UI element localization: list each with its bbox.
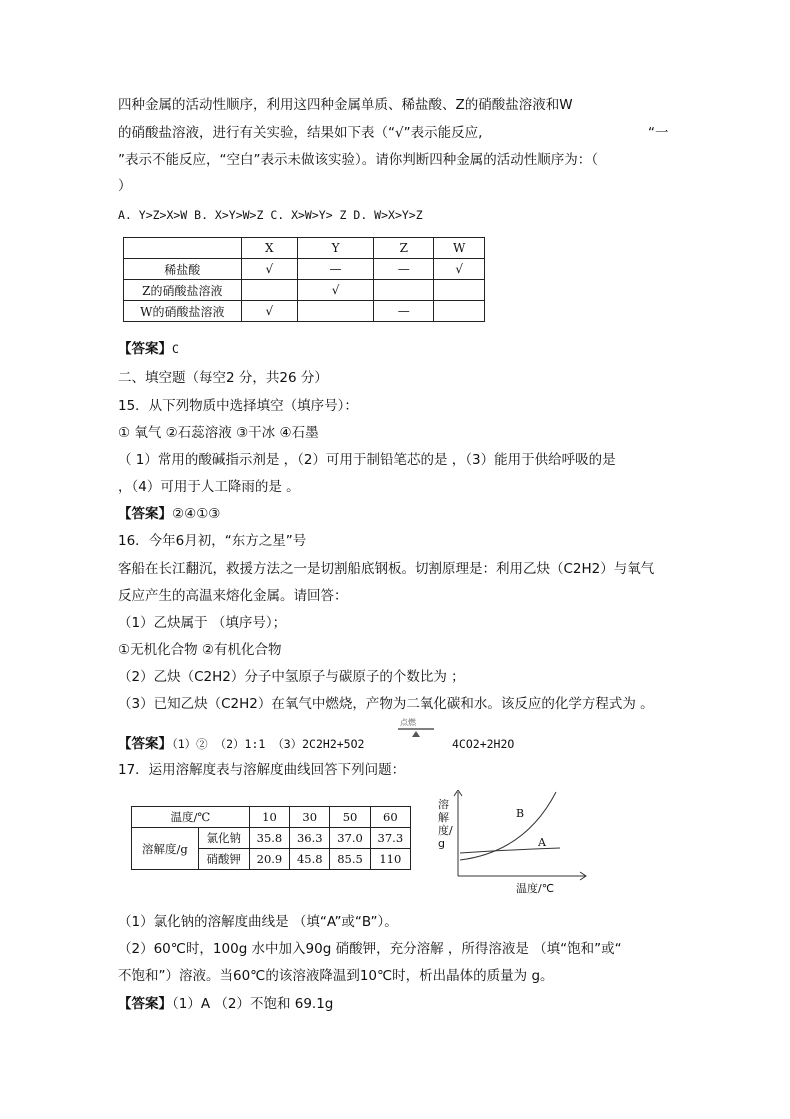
y-axis-label: 溶解度/g (438, 798, 453, 850)
table-cell: Z (374, 238, 434, 259)
curve-b-label: B (516, 807, 525, 820)
table-cell: Z的硝酸盐溶液 (124, 280, 242, 301)
table-cell: Y (297, 238, 373, 259)
q16-line6: （2）乙炔（C2H2）分子中氢原子与碳原子的个数比为 ； (118, 669, 465, 685)
table-cell (241, 280, 297, 301)
table-cell: 30 (290, 807, 330, 828)
q15-line3: （ 1）常用的酸碱指示剂是 ，（2）可用于制铅笔芯的是 ，（3）能用于供给呼吸的是 (118, 452, 616, 468)
table-cell: 35.8 (249, 828, 289, 849)
table-cell (374, 280, 434, 301)
q14-line2b: “一 (648, 125, 669, 141)
section-title: 二、填空题（每空2 分，共26 分） (118, 370, 328, 386)
table-cell: 85.5 (330, 849, 370, 870)
table-row (132, 828, 411, 849)
q16-line5: ①无机化合物 ②有机化合物 (118, 642, 282, 658)
table-cell (297, 301, 373, 322)
q15-answer (118, 505, 220, 523)
q17-line4: 不饱和”）溶液。当60℃的该溶液降温到10℃时，析出晶体的质量为 g。 (118, 968, 554, 984)
table-cell: 36.3 (290, 828, 330, 849)
table-cell: 60 (370, 807, 410, 828)
q14-line3: ”表示不能反应，“空白”表示未做该实验）。请你判断四种金属的活动性顺序为：（ (118, 152, 598, 168)
table-header-row (124, 238, 485, 259)
table-cell: W (434, 238, 485, 259)
table-cell (434, 280, 485, 301)
table-cell (434, 301, 485, 322)
q14-line2a: 的硝酸盐溶液，进行有关实验，结果如下表（“√”表示能反应, (118, 125, 483, 141)
q17-answer (118, 995, 333, 1013)
answer-value: C (172, 342, 179, 356)
table-row (124, 280, 485, 301)
q14-line1: 四种金属的活动性顺序，利用这四种金属单质、稀盐酸、Z的硝酸盐溶液和W (118, 97, 573, 113)
table-header-row (132, 807, 411, 828)
table-cell: W的硝酸盐溶液 (124, 301, 242, 322)
q16-line2: 客船在长江翻沉，救援方法之一是切割船底钢板。切割原理是：利用乙炔（C2H2）与氧气 (118, 561, 655, 577)
table-cell: √ (241, 259, 297, 280)
table-cell: 45.8 (290, 849, 330, 870)
table-cell: — (374, 301, 434, 322)
table-cell: 氯化钠 (198, 828, 249, 849)
table-cell: — (297, 259, 373, 280)
q15-line2: ① 氧气 ②石蕊溶液 ③干冰 ④石墨 (118, 425, 319, 441)
q14-line4: ） (118, 178, 132, 194)
table-cell: 37.0 (330, 828, 370, 849)
q16-line1: 16．今年6月初，“东方之星”号 (118, 533, 307, 549)
answer-label: 【答案】 (118, 341, 172, 357)
table-cell: 20.9 (249, 849, 289, 870)
table-cell: 硝酸钾 (198, 849, 249, 870)
answer-label: 【答案】 (118, 996, 172, 1012)
table-row (124, 301, 485, 322)
q16-line3: 反应产生的高温来熔化金属。请回答： (118, 588, 348, 604)
reaction-condition: 点燃 (400, 718, 416, 727)
q15-line4: ，（4）可用于人工降雨的是 。 (118, 479, 300, 495)
table-cell: 稀盐酸 (124, 259, 242, 280)
metal-reaction-table (123, 237, 485, 322)
q17-line1: 17．运用溶解度表与溶解度曲线回答下列问题： (118, 762, 406, 778)
reaction-arrow (396, 717, 436, 739)
q16-answer-b: 4CO2+2H2O (452, 737, 515, 751)
table-cell: 10 (249, 807, 289, 828)
solubility-curve-chart (430, 790, 590, 896)
solubility-table (131, 806, 411, 870)
answer-label: 【答案】 (118, 506, 172, 522)
table-row (124, 259, 485, 280)
table-cell: √ (297, 280, 373, 301)
q16-line4: （1）乙炔属于 （填序号）； (118, 615, 287, 631)
table-cell: — (374, 259, 434, 280)
table-cell: X (241, 238, 297, 259)
q14-options: A. Y>Z>X>W B. X>Y>W>Z C. X>W>Y> Z D. W>X>Y>Z (118, 208, 423, 222)
x-axis-label: 温度/℃ (516, 882, 555, 895)
q16-answer (118, 735, 364, 753)
table-cell: √ (241, 301, 297, 322)
curve-a-label: A (538, 836, 546, 849)
table-cell: √ (434, 259, 485, 280)
answer-value: （1）② （2）1:1 （3）2C2H2+5O2 (172, 737, 365, 751)
arrow-icon (396, 717, 436, 739)
table-cell: 37.3 (370, 828, 410, 849)
q15-line1: 15．从下列物质中选择填空（填序号）： (118, 398, 358, 414)
table-cell: 110 (370, 849, 410, 870)
table-cell: 50 (330, 807, 370, 828)
table-cell: 温度/℃ (132, 807, 250, 828)
table-cell (124, 238, 242, 259)
answer-value: ②④①③ (172, 506, 221, 522)
chart-svg (430, 790, 590, 896)
q14-answer (118, 340, 179, 358)
q16-line7: （3）已知乙炔（C2H2）在氧气中燃烧，产物为二氧化碳和水。该反应的化学方程式为 。 (118, 696, 654, 712)
answer-label: 【答案】 (118, 736, 172, 752)
answer-value: （1）A （2）不饱和 69.1g (172, 996, 334, 1012)
q17-line2: （1）氯化钠的溶解度曲线是 （填“A”或“B”）。 (118, 914, 398, 930)
table-cell: 溶解度/g (132, 828, 199, 870)
q17-line3: （2）60℃时，100g 水中加入90g 硝酸钾，充分溶解 ，所得溶液是 （填“饱和”或“ (118, 941, 622, 957)
